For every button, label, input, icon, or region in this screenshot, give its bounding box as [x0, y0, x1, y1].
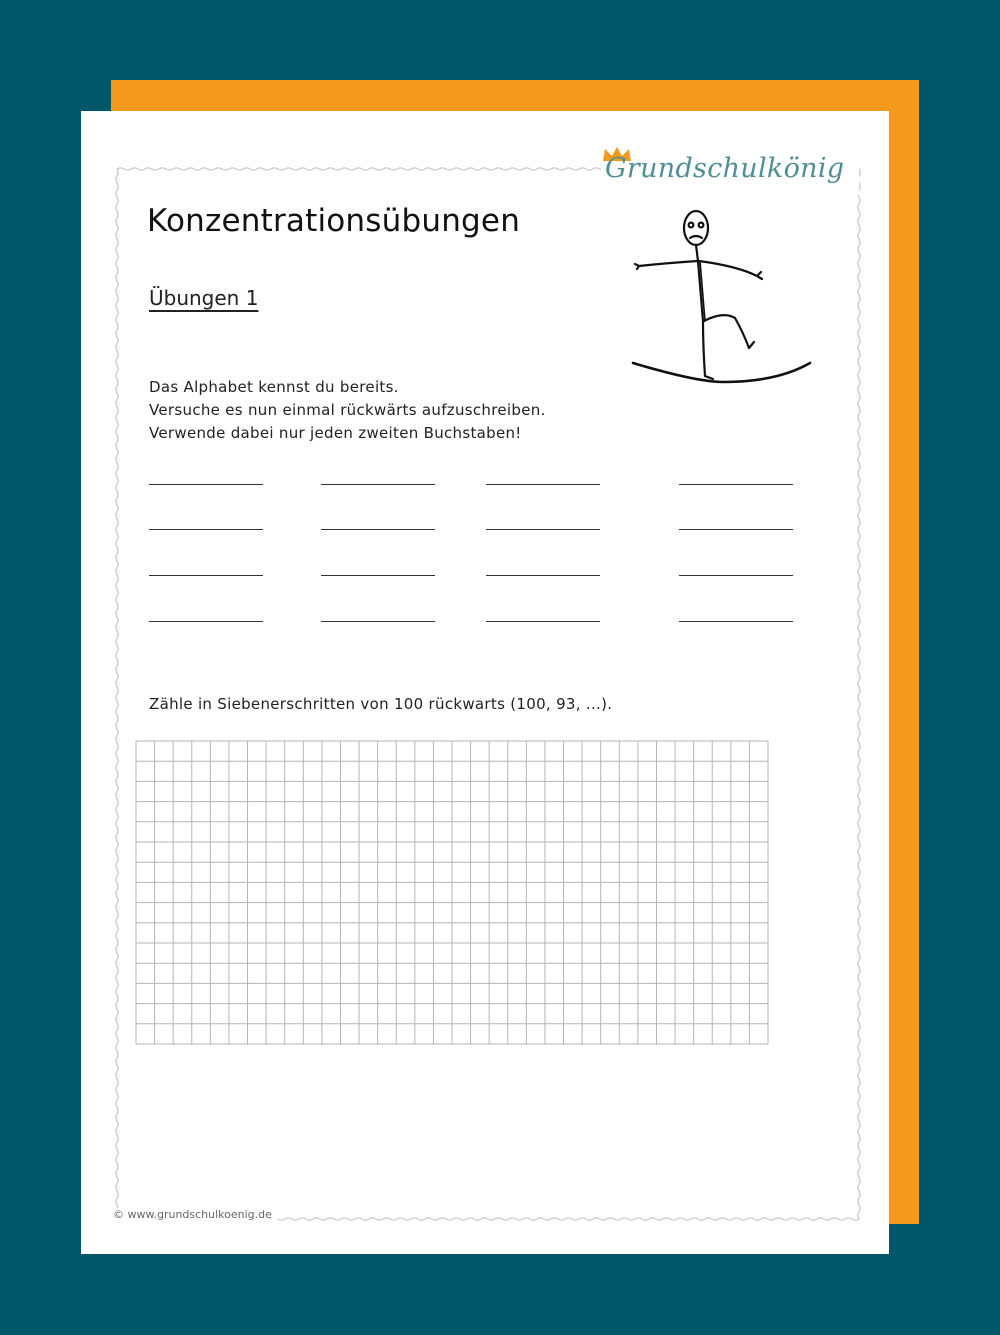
answer-line[interactable] [486, 621, 600, 622]
instruction-line: Versuche es nun einmal rückwärts aufzuschreiben. [149, 401, 546, 419]
answer-line[interactable] [149, 529, 263, 530]
answer-line[interactable] [486, 484, 600, 485]
answer-line[interactable] [679, 621, 793, 622]
answer-line[interactable] [679, 484, 793, 485]
answer-line[interactable] [321, 621, 435, 622]
answer-line[interactable] [149, 621, 263, 622]
graph-paper[interactable] [135, 740, 769, 1045]
answer-line[interactable] [679, 575, 793, 576]
instruction-line: Das Alphabet kennst du bereits. [149, 378, 399, 396]
worksheet-page [81, 111, 889, 1254]
instruction-line: Verwende dabei nur jeden zweiten Buchstaben! [149, 424, 522, 442]
answer-line[interactable] [149, 484, 263, 485]
answer-line[interactable] [679, 529, 793, 530]
page-title: Konzentrationsübungen [147, 203, 521, 239]
answer-line[interactable] [321, 484, 435, 485]
section-subtitle: Übungen 1 [149, 286, 259, 310]
stick-figure-illustration [627, 206, 867, 391]
answer-line[interactable] [149, 575, 263, 576]
brand-name: Grundschulkönig [605, 153, 845, 184]
brand-logo [601, 145, 859, 195]
answer-line[interactable] [321, 575, 435, 576]
answer-line[interactable] [321, 529, 435, 530]
instructions [149, 376, 546, 445]
answer-line[interactable] [486, 575, 600, 576]
task-counting: Zähle in Siebenerschritten von 100 rückwarts (100, 93, ...). [149, 695, 613, 713]
answer-line[interactable] [486, 529, 600, 530]
footer-copyright: © www.grundschulkoenig.de [113, 1208, 278, 1221]
